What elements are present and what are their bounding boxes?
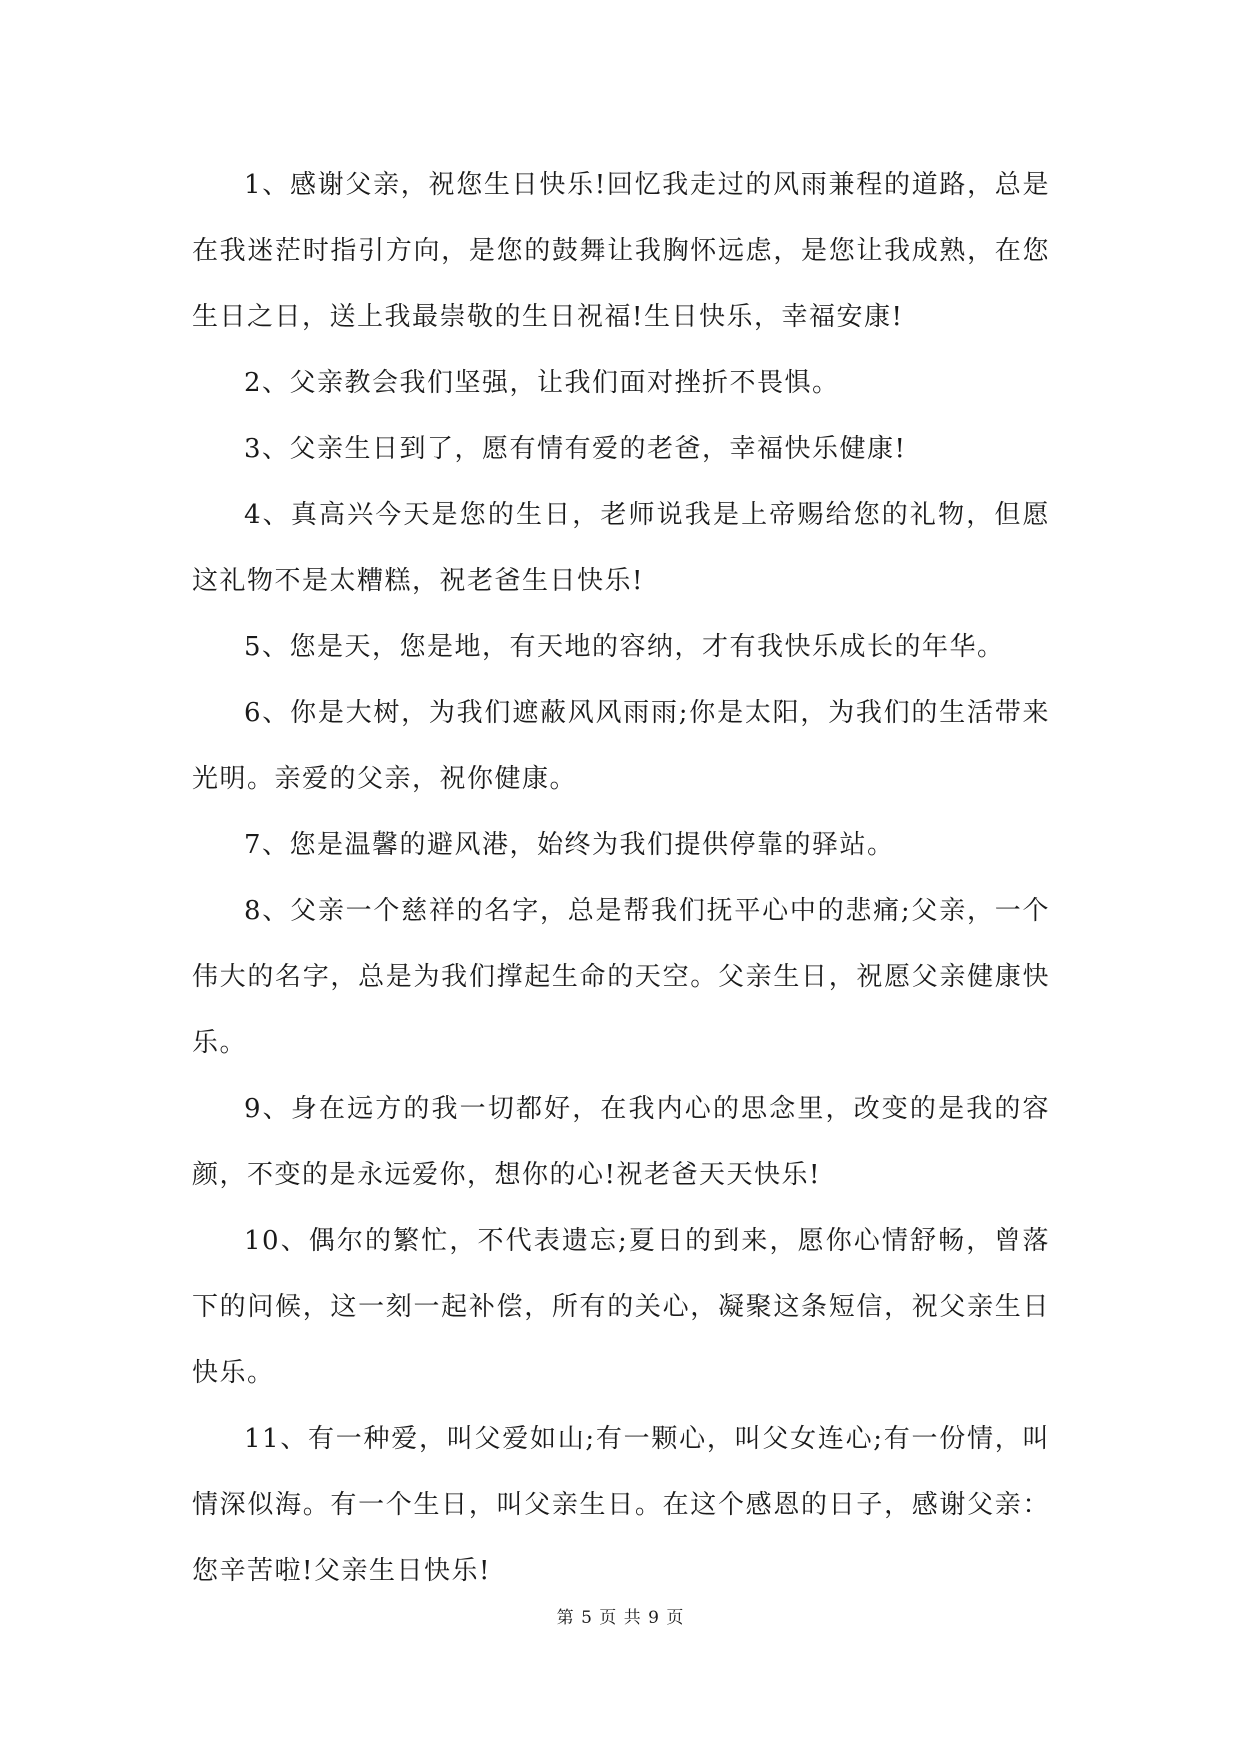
paragraph-11: 11、有一种爱，叫父爱如山;有一颗心，叫父女连心;有一份情，叫情深似海。有一个生日，叫父亲生日。在这个感恩的日子，感谢父亲：您辛苦啦!父亲生日快乐! (192, 1424, 1050, 1586)
paragraph-10: 10、偶尔的繁忙，不代表遗忘;夏日的到来，愿你心情舒畅，曾落下的问候，这一刻一起补偿，所有的关心，凝聚这条短信，祝父亲生日快乐。 (192, 1226, 1050, 1388)
paragraph-8: 8、父亲一个慈祥的名字，总是帮我们抚平心中的悲痛;父亲，一个伟大的名字，总是为我们撑起生命的天空。父亲生日，祝愿父亲健康快乐。 (192, 896, 1050, 1058)
paragraph-1: 1、感谢父亲，祝您生日快乐!回忆我走过的风雨兼程的道路，总是在我迷茫时指引方向，是您的鼓舞让我胸怀远虑，是您让我成熟，在您生日之日，送上我最崇敬的生日祝福!生日快乐，幸福安康! (192, 170, 1050, 332)
paragraph-5: 5、您是天，您是地，有天地的容纳，才有我快乐成长的年华。 (244, 632, 1005, 662)
paragraph-2: 2、父亲教会我们坚强，让我们面对挫折不畏惧。 (244, 368, 840, 398)
paragraph-4: 4、真高兴今天是您的生日，老师说我是上帝赐给您的礼物，但愿这礼物不是太糟糕，祝老爸生日快乐! (192, 500, 1050, 596)
paragraph-9: 9、身在远方的我一切都好，在我内心的思念里，改变的是我的容颜，不变的是永远爱你，想你的心!祝老爸天天快乐! (192, 1094, 1050, 1190)
paragraph-3: 3、父亲生日到了，愿有情有爱的老爸，幸福快乐健康! (244, 434, 907, 464)
page-number-footer: 第 5 页 共 9 页 (556, 1608, 685, 1628)
paragraph-6: 6、你是大树，为我们遮蔽风风雨雨;你是太阳，为我们的生活带来光明。亲爱的父亲，祝你健康。 (192, 698, 1050, 794)
paragraph-7: 7、您是温馨的避风港，始终为我们提供停靠的驿站。 (244, 830, 895, 860)
document-body (192, 152, 1050, 1604)
